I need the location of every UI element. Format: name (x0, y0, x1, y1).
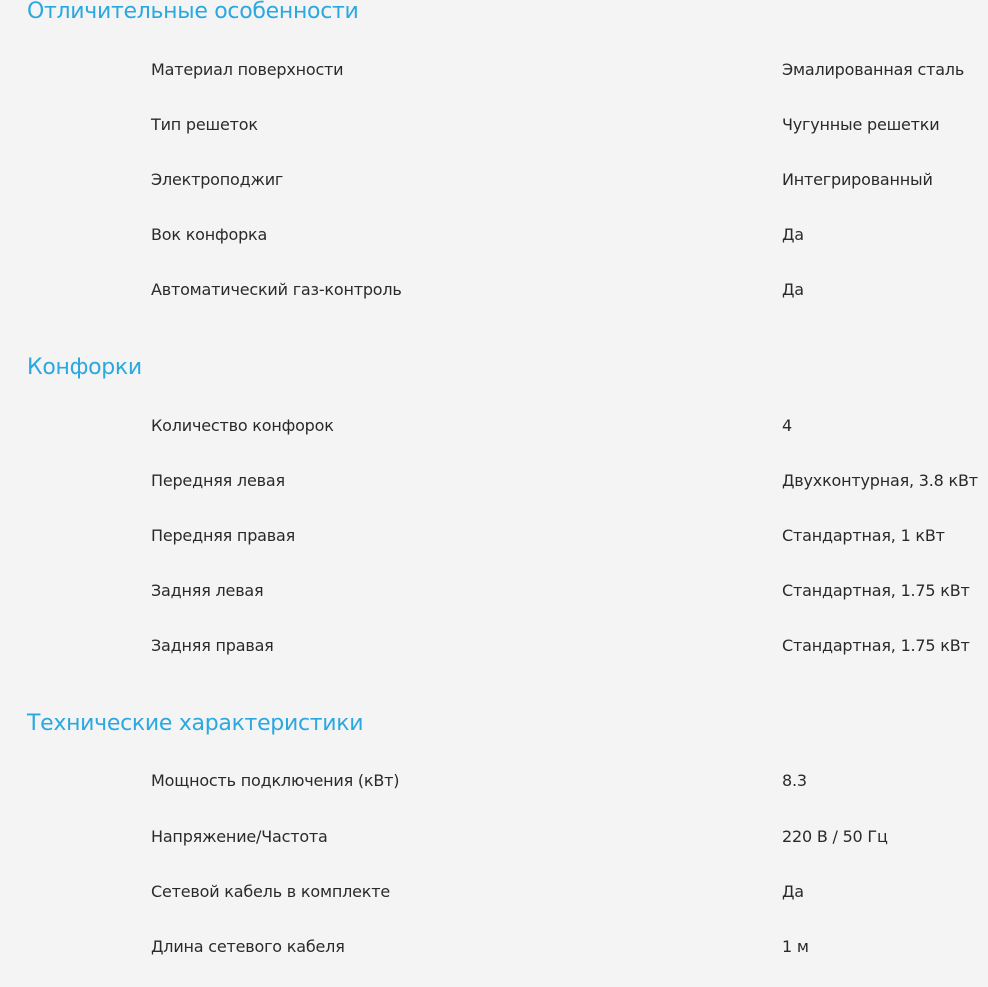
spec-label: Передняя левая (151, 471, 285, 490)
spec-value: 4 (782, 416, 792, 435)
section-title-technical: Технические характеристики (27, 711, 364, 736)
spec-label: Передняя правая (151, 526, 296, 545)
spec-value: 220 В / 50 Гц (782, 827, 888, 846)
spec-row (0, 414, 988, 438)
spec-value: 1 м (782, 937, 809, 956)
spec-row (0, 935, 988, 959)
spec-row (0, 223, 988, 247)
spec-row (0, 880, 988, 904)
spec-value: Да (782, 280, 804, 299)
section-title-burners: Конфорки (27, 355, 142, 380)
spec-row (0, 579, 988, 603)
spec-row (0, 634, 988, 658)
spec-value: Стандартная, 1 кВт (782, 526, 945, 545)
spec-row (0, 524, 988, 548)
spec-row (0, 469, 988, 493)
spec-row (0, 769, 988, 793)
spec-value: Да (782, 882, 804, 901)
spec-value: Интегрированный (782, 170, 933, 189)
spec-label: Задняя левая (151, 581, 264, 600)
spec-value: Чугунные решетки (782, 115, 940, 134)
spec-label: Количество конфорок (151, 416, 334, 435)
spec-value: Да (782, 225, 804, 244)
spec-row (0, 58, 988, 82)
spec-row (0, 113, 988, 137)
spec-label: Задняя правая (151, 636, 274, 655)
spec-label: Материал поверхности (151, 60, 344, 79)
spec-label: Автоматический газ-контроль (151, 280, 402, 299)
spec-label: Тип решеток (151, 115, 258, 134)
spec-row (0, 825, 988, 849)
spec-value: Эмалированная сталь (782, 60, 965, 79)
spec-label: Вок конфорка (151, 225, 268, 244)
spec-row (0, 278, 988, 302)
spec-value: Стандартная, 1.75 кВт (782, 636, 970, 655)
spec-label: Длина сетевого кабеля (151, 937, 345, 956)
spec-label: Электроподжиг (151, 170, 284, 189)
spec-row (0, 168, 988, 192)
spec-value: Двухконтурная, 3.8 кВт (782, 471, 978, 490)
spec-value: Стандартная, 1.75 кВт (782, 581, 970, 600)
spec-label: Мощность подключения (кВт) (151, 771, 400, 790)
spec-label: Напряжение/Частота (151, 827, 328, 846)
spec-label: Сетевой кабель в комплекте (151, 882, 391, 901)
section-title-features: Отличительные особенности (27, 0, 359, 24)
spec-value: 8.3 (782, 771, 807, 790)
